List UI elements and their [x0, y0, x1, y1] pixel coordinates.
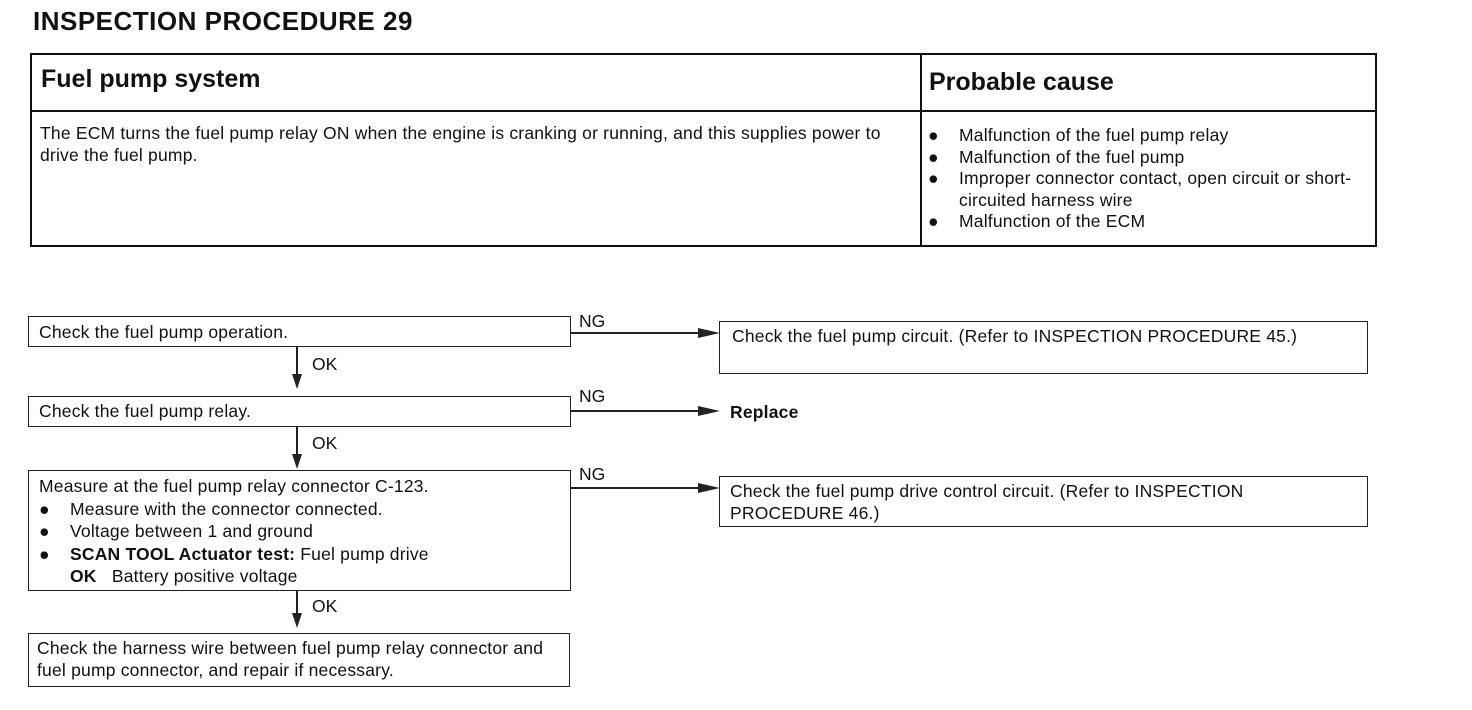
ng-connector [571, 332, 699, 334]
scan-tool-label: SCAN TOOL Actuator test: [70, 543, 296, 564]
step-check-drive-control-circuit: Check the fuel pump drive control circuit. (Refer to INSPECTION PROCEDURE 46.) [719, 476, 1368, 527]
ng-label: NG [579, 464, 606, 484]
ng-label: NG [579, 311, 606, 331]
cause-item: ● Malfunction of the fuel pump relay [928, 125, 1229, 145]
measure-item: ● Voltage between 1 and ground [39, 521, 314, 541]
measure-heading: Measure at the fuel pump relay connector C-123. [39, 476, 429, 496]
step-check-fuel-pump-operation: Check the fuel pump operation. [28, 316, 571, 347]
replace-label: Replace [730, 402, 799, 422]
arrow-down-icon [292, 374, 302, 389]
ok-criteria [39, 565, 560, 588]
bullet-icon: ● [39, 521, 50, 541]
ok-criteria-label: OK [70, 566, 97, 586]
cause-heading: Probable cause [929, 68, 1114, 96]
arrow-down-icon [292, 454, 302, 469]
ok-label: OK [312, 433, 338, 453]
bullet-icon: ● [928, 168, 939, 188]
bullet-icon: ● [39, 543, 50, 564]
bullet-icon: ● [928, 125, 939, 145]
step-check-fuel-pump-circuit: Check the fuel pump circuit. (Refer to INSPECTION PROCEDURE 45.) [719, 321, 1368, 374]
ng-connector [571, 487, 699, 489]
ok-criteria-value: Battery positive voltage [111, 566, 298, 586]
bullet-icon: ● [39, 498, 50, 519]
arrow-right-icon [698, 406, 720, 416]
cause-item: ● Improper connector contact, open circuit or short-circuited harness wire [928, 168, 1352, 210]
cause-item: ● Malfunction of the ECM [928, 211, 1146, 231]
ok-connector [296, 347, 298, 374]
ng-connector [571, 410, 699, 412]
arrow-right-icon [698, 483, 720, 493]
step-measure-relay-connector [28, 470, 571, 591]
measure-item [39, 543, 560, 566]
ok-label: OK [312, 354, 338, 374]
arrow-right-icon [698, 328, 720, 338]
arrow-down-icon [292, 613, 302, 628]
system-heading: Fuel pump system [41, 65, 261, 93]
step-check-fuel-pump-relay: Check the fuel pump relay. [28, 396, 571, 427]
scan-tool-value: Fuel pump drive [300, 543, 429, 564]
measure-list [39, 498, 560, 588]
bullet-icon: ● [928, 211, 939, 231]
ok-label: OK [312, 596, 338, 616]
ng-label: NG [579, 386, 606, 406]
measure-item: ● Measure with the connector connected. [39, 498, 383, 519]
ok-connector [296, 427, 298, 454]
step-check-harness-wire: Check the harness wire between fuel pump relay connector and fuel pump connector, and repair if necessary. [28, 633, 570, 687]
cause-item: ● Malfunction of the fuel pump [928, 146, 1185, 167]
ok-connector [296, 591, 298, 613]
page-title: INSPECTION PROCEDURE 29 [33, 6, 413, 36]
bullet-icon: ● [928, 146, 939, 167]
system-description: The ECM turns the fuel pump relay ON when the engine is cranking or running, and this supplies power to drive the fuel pump. [40, 123, 881, 165]
